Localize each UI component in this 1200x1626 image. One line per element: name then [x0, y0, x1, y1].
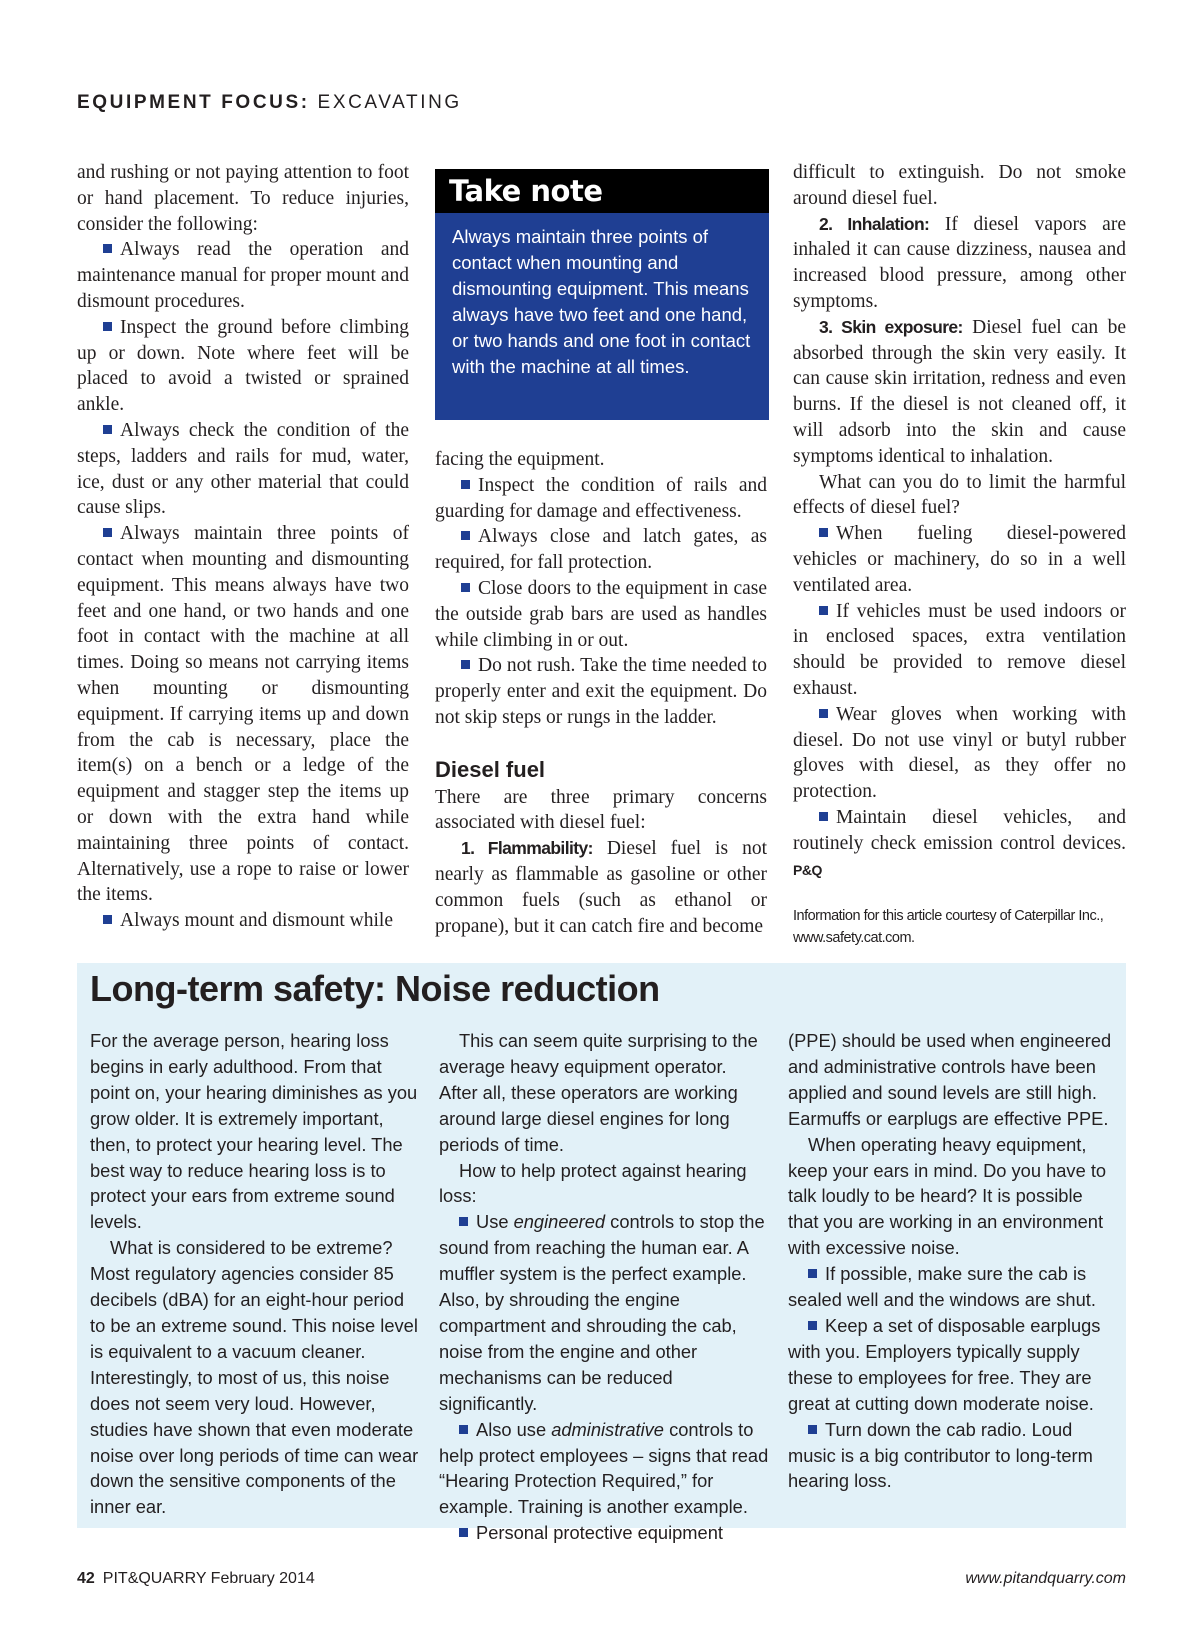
- list-item-text: Always read the operation and maintenance manual for proper mount and dismount procedures.: [77, 239, 409, 312]
- list-item: [793, 702, 1126, 805]
- take-note-callout: [435, 169, 769, 420]
- list-item: [435, 576, 767, 653]
- list-item: [435, 524, 767, 576]
- paragraph: There are three primary concerns associated with diesel fuel:: [435, 786, 767, 834]
- section-label: EQUIPMENT FOCUS:: [77, 92, 310, 113]
- page-number: 42: [77, 1570, 95, 1587]
- list-item: [788, 1313, 1118, 1417]
- bullet-square-icon: [808, 1321, 817, 1330]
- list-item-text: Wear gloves when working with diesel. Do not use vinyl or butyl rubber gloves with diesel, as they offer no protection.: [793, 703, 1126, 803]
- page-footer: [77, 1570, 315, 1588]
- list-item-text: Inspect the ground before climbing up or down. Note where feet will be placed to avoid a twisted or sprained ankle.: [77, 316, 409, 416]
- list-item-text: Use: [476, 1211, 514, 1233]
- sidebar-title: Long-term safety: Noise reduction: [90, 968, 660, 1009]
- end-mark: P&Q: [793, 861, 822, 878]
- emphasis: engineered: [513, 1211, 606, 1233]
- list-item: [435, 473, 767, 525]
- bullet-square-icon: [819, 606, 828, 615]
- list-item-text: Keep a set of disposable earplugs with you. Employers typically supply these to employees for free. They are great at cutting down moderate noise.: [788, 1314, 1101, 1414]
- bullet-square-icon: [461, 660, 470, 669]
- emphasis: administrative: [551, 1418, 664, 1440]
- list-item: [788, 1261, 1118, 1313]
- sidebar-column-1: [90, 1028, 420, 1520]
- list-item: [793, 521, 1126, 598]
- paragraph-skin-exposure: [793, 315, 1126, 470]
- paragraph: When operating heavy equipment, keep your ears in mind. Do you have to talk loudly to be heard? It is possible that you are working in an environment with excessive noise.: [788, 1133, 1107, 1259]
- paragraph: facing the equipment.: [435, 449, 605, 470]
- subheading-diesel-fuel: Diesel fuel: [435, 756, 546, 782]
- runin-label: 1. Flammability:: [461, 838, 593, 859]
- runin-text: Diesel fuel can be absorbed through the skin very easily. It can cause skin irritation, redness and even burns. If the diesel is not cleaned off, it will adsorb into the skin and cause symptoms identical to inhalation.: [793, 316, 1126, 467]
- runin-text: Diesel fuel is not nearly as flammable as gasoline or other common fuels (such as ethanol or propane), but it can catch fire and become: [435, 838, 767, 937]
- paragraph: and rushing or not paying attention to foot or hand placement. To reduce injuries, consider the following:: [77, 162, 409, 235]
- list-item-text: When fueling diesel-powered vehicles or machinery, do so in a well ventilated area.: [793, 523, 1126, 596]
- list-item-text: Close doors to the equipment in case the outside grab bars are used as handles while climbing in or out.: [435, 577, 767, 651]
- bullet-square-icon: [103, 322, 112, 331]
- list-item-text: Always maintain three points of contact when mounting and dismounting equipment. This means always have two feet and one hand, or two hands and one foot in contact with the machine at all times. Doing so means not carrying items when mounting or dismounting equipment. If carrying items up and down from the cab is necessary, place the item(s) on a bench or a ledge of the equipment and stagger step the items up or down with the extra hand while maintaining three points of contact. Alternatively, use a rope to raise or lower the items.: [77, 523, 409, 906]
- paragraph: (PPE) should be used when engineered and administrative controls have been applied and sound levels are still high. Earmuffs or earplugs are effective PPE.: [788, 1030, 1112, 1129]
- bullet-square-icon: [459, 1528, 468, 1537]
- list-item: [788, 1417, 1118, 1495]
- list-item: [439, 1417, 769, 1521]
- section-header: [77, 92, 462, 114]
- article-credit: Information for this article courtesy of Caterpillar Inc., www.safety.cat.com.: [793, 908, 1104, 947]
- bullet-square-icon: [808, 1425, 817, 1434]
- list-item: [77, 908, 409, 934]
- article-column-1: [77, 160, 409, 934]
- list-item: [77, 521, 409, 908]
- paragraph-flammability: [435, 836, 767, 939]
- list-item-text: Always close and latch gates, as required, for fall protection.: [435, 526, 767, 574]
- runin-label: 2. Inhalation:: [819, 213, 930, 234]
- list-item-text: Always check the condition of the steps, ladders and rails for mud, water, ice, dust or any other material that could cause slips.: [77, 419, 409, 519]
- paragraph: This can seem quite surprising to the average heavy equipment operator. After all, these operators are working around large diesel engines for long periods of time.: [439, 1030, 758, 1155]
- list-item-text: Maintain diesel vehicles, and routinely check emission control devices.: [793, 806, 1126, 854]
- list-item: [77, 418, 409, 521]
- publication-info: PIT&QUARRY February 2014: [102, 1570, 315, 1587]
- bullet-square-icon: [103, 425, 112, 434]
- bullet-square-icon: [819, 528, 828, 537]
- runin-text: If diesel vapors are inhaled it can cause dizziness, nausea and increased blood pressure, among other symptoms.: [793, 213, 1126, 312]
- list-item: [439, 1520, 769, 1546]
- paragraph: How to help protect against hearing loss:: [439, 1159, 747, 1207]
- bullet-square-icon: [459, 1217, 468, 1226]
- list-item: [77, 315, 409, 418]
- bullet-square-icon: [103, 528, 112, 537]
- list-item: [77, 237, 409, 314]
- take-note-body: Always maintain three points of contact when mounting and dismounting equipment. This means always have two feet and one hand, or two hands and one foot in contact with the machine at all times.: [452, 226, 751, 377]
- runin-label: 3. Skin exposure:: [819, 316, 963, 337]
- list-item-text: Always mount and dismount while: [120, 910, 393, 932]
- sidebar-column-3: [788, 1028, 1118, 1494]
- bullet-square-icon: [459, 1425, 468, 1434]
- list-item: [793, 599, 1126, 702]
- list-item-text: Turn down the cab radio. Loud music is a big contributor to long-term hearing loss.: [788, 1418, 1093, 1492]
- list-item: [439, 1209, 769, 1416]
- bullet-square-icon: [819, 709, 828, 718]
- list-item-text: Personal protective equipment: [476, 1522, 723, 1544]
- list-item-text: controls to stop the sound from reaching the human ear. A muffler system is the perfect example. Also, by shrouding the engine compartment and shrouding the cab, noise from the engine and other mechanisms can be reduced significantly.: [439, 1211, 765, 1414]
- paragraph: For the average person, hearing loss begins in early adulthood. From that point on, your hearing diminishes as you grow older. It is extremely important, then, to protect your hearing level. The best way to reduce hearing loss is to protect your ears from extreme sound levels.: [90, 1030, 418, 1233]
- list-item-text: Also use: [476, 1418, 552, 1440]
- paragraph: What is considered to be extreme? Most regulatory agencies consider 85 decibels (dBA) for an eight-hour period to be an extreme sound. This noise level is equivalent to a vacuum cleaner. Interestingly, to most of us, this noise does not seem very loud. However, studies have shown that even moderate noise over long periods of time can wear down the sensitive components of the inner ear.: [90, 1237, 419, 1518]
- bullet-square-icon: [103, 244, 112, 253]
- bullet-square-icon: [808, 1269, 817, 1278]
- paragraph-inhalation: [793, 212, 1126, 315]
- take-note-title: Take note: [435, 169, 769, 213]
- list-item-text: If vehicles must be used indoors or in enclosed spaces, extra ventilation should be provided to remove diesel exhaust.: [793, 600, 1126, 699]
- list-item: [435, 653, 767, 730]
- list-item-text: Inspect the condition of rails and guarding for damage and effectiveness.: [435, 474, 767, 522]
- paragraph: difficult to extinguish. Do not smoke around diesel fuel.: [793, 162, 1126, 209]
- noise-reduction-sidebar: [77, 963, 1126, 1544]
- article-column-3: [793, 160, 1126, 949]
- website-url: www.pitandquarry.com: [965, 1570, 1126, 1587]
- bullet-square-icon: [103, 915, 112, 924]
- bullet-square-icon: [461, 531, 470, 540]
- list-item-text: controls to help protect employees – signs that read “Hearing Protection Required,” for example. Training is another example.: [439, 1418, 769, 1518]
- paragraph: What can you do to limit the harmful effects of diesel fuel?: [793, 471, 1126, 519]
- bullet-square-icon: [819, 812, 828, 821]
- article-column-2: [435, 447, 767, 939]
- sidebar-column-2: [439, 1028, 769, 1546]
- bullet-square-icon: [461, 480, 470, 489]
- bullet-square-icon: [461, 583, 470, 592]
- section-topic: EXCAVATING: [309, 92, 462, 113]
- list-item: [793, 805, 1126, 883]
- list-item-text: Do not rush. Take the time needed to properly enter and exit the equipment. Do not skip steps or rungs in the ladder.: [435, 655, 767, 728]
- list-item-text: If possible, make sure the cab is sealed well and the windows are shut.: [788, 1263, 1096, 1311]
